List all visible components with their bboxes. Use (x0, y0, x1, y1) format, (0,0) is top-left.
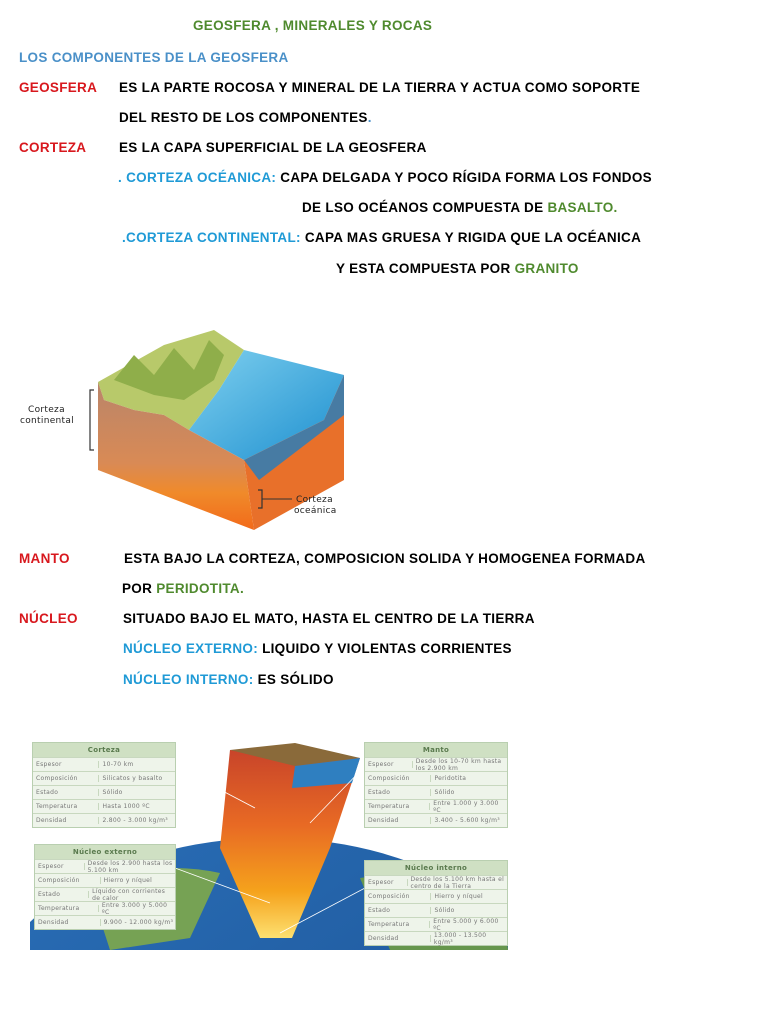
cell: Composición (365, 893, 431, 900)
cell: Desde los 10-70 km hasta los 2.900 km (415, 757, 502, 772)
cell: Espesor (35, 863, 85, 870)
table-row (35, 901, 175, 915)
corteza-oceanica-desc: CAPA DELGADA Y POCO RÍGIDA FORMA LOS FONDOS (280, 170, 652, 185)
table-row (35, 887, 175, 901)
cell: 2.800 - 3.000 kg/m³ (102, 817, 168, 824)
cell: Espesor (365, 761, 413, 768)
table-corteza-title: Corteza (33, 743, 175, 757)
cell: 9.900 - 12.000 kg/m³ (103, 919, 174, 926)
table-row (365, 757, 507, 771)
cell: Entre 5.000 y 6.000 ºC (433, 917, 499, 932)
cell: Hierro y níquel (103, 877, 153, 884)
table-nucleo-externo (34, 844, 176, 930)
cell: Densidad (33, 817, 99, 824)
cell: Composición (365, 775, 431, 782)
rock-peridotita: PERIDOTITA. (156, 581, 245, 596)
corteza-oceanica-line2 (302, 200, 618, 215)
geosfera-desc-line2-text: DEL RESTO DE LOS COMPONENTES (119, 110, 368, 125)
geosfera-period: . (367, 110, 372, 125)
table-row (365, 931, 507, 945)
table-row (365, 813, 507, 827)
rock-basalto: BASALTO. (547, 200, 618, 215)
cell: Estado (365, 789, 431, 796)
table-manto-title: Manto (365, 743, 507, 757)
corteza-continental-line2 (336, 261, 579, 276)
corteza-desc: ES LA CAPA SUPERFICIAL DE LA GEOSFERA (119, 140, 427, 155)
cell: Estado (33, 789, 99, 796)
cell: Densidad (365, 817, 431, 824)
term-nucleo: NÚCLEO (19, 611, 78, 626)
table-row (35, 915, 175, 929)
cell: Espesor (365, 879, 408, 886)
table-nucleo-externo-title: Núcleo externo (35, 845, 175, 859)
cell: Composición (33, 775, 99, 782)
cell: Temperatura (365, 803, 430, 810)
table-row (365, 903, 507, 917)
geosfera-desc-line2 (119, 110, 372, 125)
table-row (365, 799, 507, 813)
manto-desc-line1: ESTA BAJO LA CORTEZA, COMPOSICION SOLIDA Y HOMOGENEA FORMADA (124, 551, 646, 566)
corteza-continental-line (122, 230, 641, 245)
corteza-oceanica-line (118, 170, 652, 185)
table-nucleo-interno (364, 860, 508, 946)
cell: Entre 1.000 y 3.000 ºC (433, 799, 499, 814)
cell: Estado (365, 907, 431, 914)
label-corteza-oceanica-1: Corteza (296, 495, 333, 505)
cell: 10-70 km (102, 761, 134, 768)
table-row (365, 875, 507, 889)
cell: Peridotita (434, 775, 467, 782)
label-corteza-continental-2: continental (20, 416, 74, 426)
corteza-oceanica-line2-text: DE LSO OCÉANOS COMPUESTA DE (302, 200, 544, 215)
manto-desc-line2 (122, 581, 244, 596)
cell: Composición (35, 877, 101, 884)
label-corteza-oceanica-2: oceánica (294, 506, 337, 516)
nucleo-externo-label: NÚCLEO EXTERNO: (123, 641, 259, 656)
cell: Silicatos y basalto (102, 775, 163, 782)
table-row (33, 785, 175, 799)
table-row (365, 771, 507, 785)
table-row (365, 917, 507, 931)
manto-desc-line2-text: POR (122, 581, 153, 596)
cell: Hasta 1000 ºC (102, 803, 150, 810)
rock-granito: GRANITO (514, 261, 579, 276)
table-row (33, 799, 175, 813)
table-corteza (32, 742, 176, 828)
cell: Estado (35, 891, 89, 898)
cell: 13.000 - 13.500 kg/m³ (433, 931, 487, 946)
geosfera-desc-line1: ES LA PARTE ROCOSA Y MINERAL DE LA TIERRA Y ACTUA COMO SOPORTE (119, 80, 641, 95)
cell: Temperatura (365, 921, 430, 928)
table-row (365, 785, 507, 799)
table-row (33, 813, 175, 827)
cell: Sólido (434, 789, 455, 796)
corteza-oceanica-label: . CORTEZA OCÉANICA: (118, 170, 277, 185)
corteza-continental-label: .CORTEZA CONTINENTAL: (122, 230, 301, 245)
table-row (35, 873, 175, 887)
cell: Desde los 5.100 km hasta el centro de la Tierra (410, 875, 505, 890)
cell: Entre 3.000 y 5.000 ºC (101, 901, 168, 916)
nucleo-interno-desc: ES SÓLIDO (257, 672, 334, 687)
cell: Desde los 2.900 hasta los 5.100 km (87, 859, 173, 874)
term-corteza: CORTEZA (19, 140, 87, 155)
cell: Temperatura (35, 905, 99, 912)
nucleo-externo-line (123, 641, 512, 656)
table-row (33, 771, 175, 785)
table-row (33, 757, 175, 771)
cell: Sólido (102, 789, 123, 796)
table-row (365, 889, 507, 903)
cell: Espesor (33, 761, 99, 768)
cell: Hierro y níquel (434, 893, 484, 900)
cell: 3.400 - 5.600 kg/m³ (434, 817, 500, 824)
nucleo-interno-label: NÚCLEO INTERNO: (123, 672, 254, 687)
label-corteza-continental-1: Corteza (28, 405, 65, 415)
section-subtitle: LOS COMPONENTES DE LA GEOSFERA (19, 50, 289, 65)
cell: Líquido con corrientes de calor (92, 887, 166, 902)
cell: Densidad (35, 919, 101, 926)
crust-block-diagram (14, 320, 354, 535)
table-manto (364, 742, 508, 828)
term-manto: MANTO (19, 551, 70, 566)
earth-layers-diagram (30, 738, 508, 950)
cell: Densidad (365, 935, 431, 942)
table-nucleo-interno-title: Núcleo interno (365, 861, 507, 875)
cell: Sólido (434, 907, 455, 914)
page-title: GEOSFERA , MINERALES Y ROCAS (193, 18, 433, 33)
cell: Temperatura (33, 803, 99, 810)
corteza-continental-line2-text: Y ESTA COMPUESTA POR (336, 261, 511, 276)
table-row (35, 859, 175, 873)
nucleo-desc: SITUADO BAJO EL MATO, HASTA EL CENTRO DE LA TIERRA (123, 611, 535, 626)
nucleo-interno-line (123, 672, 334, 687)
corteza-continental-desc: CAPA MAS GRUESA Y RIGIDA QUE LA OCÉANICA (304, 230, 642, 245)
term-geosfera: GEOSFERA (19, 80, 98, 95)
nucleo-externo-desc: LIQUIDO Y VIOLENTAS CORRIENTES (262, 641, 512, 656)
